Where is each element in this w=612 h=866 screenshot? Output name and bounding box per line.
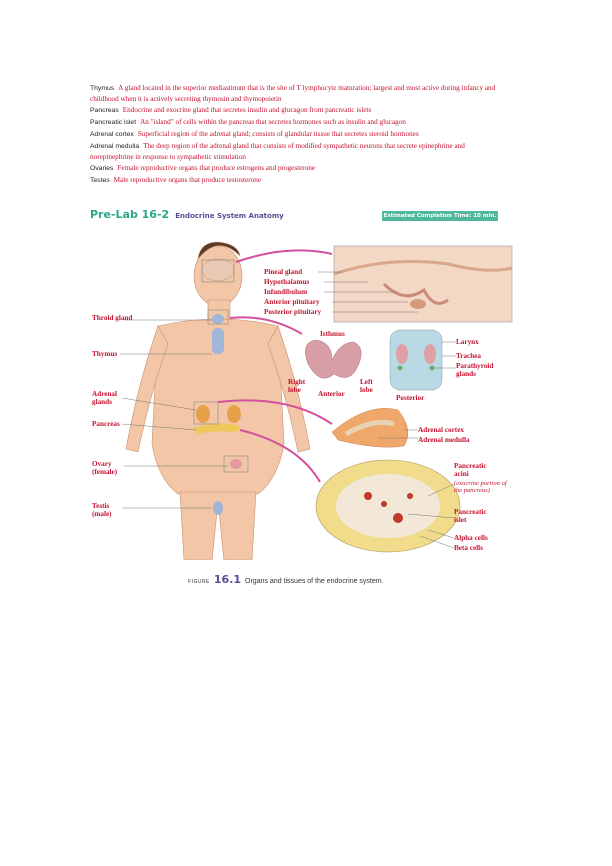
testis (213, 501, 223, 515)
prelab-title: Pre-Lab 16-2 (90, 208, 170, 221)
label-beta-cells: Beta cells (454, 544, 483, 552)
description: Male reproductive organs that produce testosterone (113, 176, 262, 184)
thyroid-inset (305, 340, 361, 378)
label-left-lobe: Left lobe (360, 378, 373, 394)
caption-figure-word: FIGURE (188, 579, 210, 585)
description: Endocrine and exocrine gland that secretes insulin and glucagon from pancreatic islets (122, 106, 372, 114)
definition-adrenal-cortex (90, 129, 510, 140)
label-hypothalamus: Hypothalamus (264, 278, 310, 286)
adrenal-gland-left (196, 405, 210, 423)
label-pancreatic-acini: Pancreatic acini (454, 462, 487, 478)
label-adrenal-glands: Adrenal glands (92, 390, 118, 406)
label-right-lobe: Right lobe (288, 378, 306, 394)
term: Thymus (90, 85, 115, 92)
label-anterior: Anterior (318, 390, 345, 398)
figure-caption (188, 573, 384, 586)
label-exocrine-note: (exocrine portion of the pancreas) (454, 480, 507, 494)
completion-time-badge: Estimated Completion Time: 10 min. (383, 213, 497, 219)
label-posterior-pituitary: Posterior pituitary (264, 308, 322, 316)
label-ovary: Ovary (female) (92, 460, 118, 476)
prelab-subtitle: Endocrine System Anatomy (175, 212, 284, 220)
label-pancreas: Pancreas (92, 420, 120, 428)
label-infundibulum: Infundibulum (264, 288, 308, 296)
adrenal-inset (332, 408, 408, 447)
label-adrenal-cortex: Adrenal cortex (418, 426, 464, 434)
label-thymus: Thymus (92, 350, 118, 358)
term: Adrenal cortex (90, 131, 134, 138)
term: Adrenal medulla (90, 143, 140, 150)
term: Ovaries (90, 165, 114, 172)
definition-adrenal-medulla (90, 141, 510, 162)
ovary (230, 459, 242, 469)
label-parathyroid-glands: Parathyroid glands (456, 362, 494, 378)
adrenal-gland-right (227, 405, 241, 423)
definition-testes (90, 175, 510, 186)
description: The deep region of the adrenal gland that consists of modified sympathetic neurons that secrete epinephrine and norepinephrine in response to sympathetic stimulation (90, 142, 465, 161)
label-trachea: Trachea (456, 352, 482, 360)
label-alpha-cells: Alpha cells (454, 534, 488, 542)
label-isthmus: Isthmus (320, 330, 345, 338)
term: Pancreatic islet (90, 119, 137, 126)
prelab-heading (90, 208, 284, 221)
definition-pancreatic-islet (90, 117, 510, 128)
definition-thymus (90, 83, 510, 104)
definition-pancreas (90, 105, 510, 116)
label-anterior-pituitary: Anterior pituitary (264, 298, 320, 306)
description: An "island" of cells within the pancreas that secretes hormones such as insulin and glucagon (140, 118, 406, 126)
description: Female reproductive organs that produce estrogens and progesterone (117, 164, 316, 172)
label-testis: Testis (male) (92, 502, 112, 518)
label-larynx: Larynx (456, 338, 479, 346)
thymus-gland (212, 328, 224, 354)
description: A gland located in the superior mediastinum that is the site of T lymphocyte maturation; largest and most active during infancy and childhood when it is actively secreting thymosin and thymopoietin (90, 84, 496, 103)
brain-region (202, 259, 234, 281)
definitions-list (90, 83, 510, 187)
definition-ovaries (90, 163, 510, 174)
description: Superficial region of the adrenal gland; consists of glandular tissue that secretes steroid hormones (137, 130, 419, 138)
endocrine-figure (88, 234, 520, 560)
label-posterior: Posterior (396, 394, 425, 402)
label-pineal-gland: Pineal gland (264, 268, 303, 276)
thyroid-gland (212, 314, 224, 324)
caption-number: 16.1 (213, 573, 242, 586)
term: Pancreas (90, 107, 119, 114)
brain-inset (334, 246, 512, 322)
label-throid-gland: Throid gland (92, 314, 133, 322)
label-adrenal-medulla: Adrenal medulla (418, 436, 470, 444)
caption-text: Organs and tissues of the endocrine system. (245, 578, 384, 585)
label-pancreatic-islet: Pancreatic islet (454, 508, 487, 524)
term: Testes (90, 177, 110, 184)
